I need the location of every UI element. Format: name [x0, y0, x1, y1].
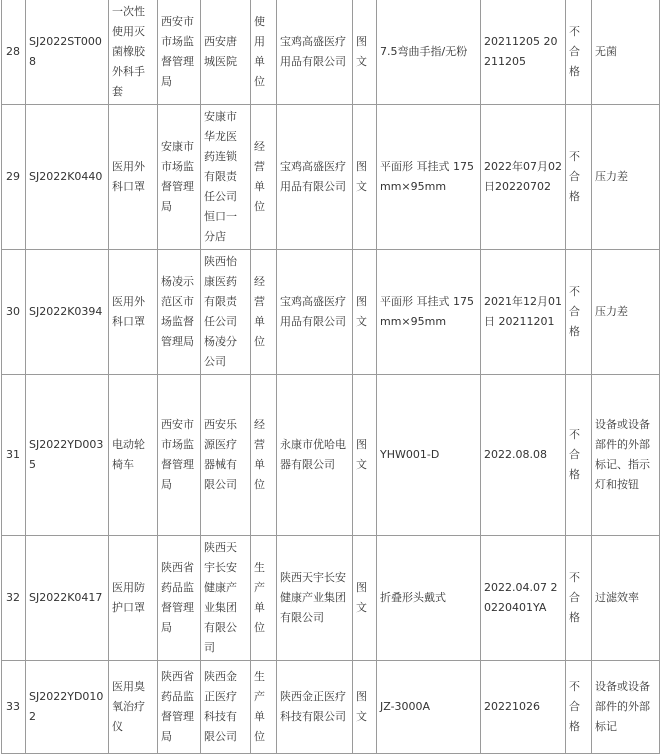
failed-item: 过滤效率	[592, 536, 660, 661]
model-spec: 7.5弯曲手指/无粉	[377, 0, 481, 105]
product-name: 医用外科口罩	[109, 105, 158, 250]
table-row	[2, 0, 660, 105]
sampled-unit: 安康市华龙医药连锁有限责任公司恒口一分店	[201, 105, 251, 250]
inspection-result: 不合格	[566, 0, 592, 105]
model-spec: JZ-3000A	[377, 661, 481, 754]
model-spec: 平面形 耳挂式 175mm×95mm	[377, 105, 481, 250]
inspection-results-table	[1, 0, 660, 754]
sampling-agency: 安康市市场监督管理局	[158, 105, 201, 250]
sampled-unit: 西安乐源医疗器械有限公司	[201, 375, 251, 536]
row-number: 30	[2, 250, 26, 375]
sample-code: SJ2022K0440	[26, 105, 109, 250]
manufacturer: 陕西金正医疗科技有限公司	[277, 661, 353, 754]
batch-number: 2022.04.07 20220401YA	[481, 536, 566, 661]
sampling-agency: 陕西省药品监督管理局	[158, 661, 201, 754]
model-spec: 折叠形头戴式	[377, 536, 481, 661]
trademark: 图文	[353, 0, 377, 105]
failed-item: 压力差	[592, 250, 660, 375]
sampling-agency: 西安市市场监督管理局	[158, 0, 201, 105]
trademark: 图文	[353, 375, 377, 536]
sampled-unit: 陕西怡康医药有限责任公司杨凌分公司	[201, 250, 251, 375]
inspection-result: 不合格	[566, 105, 592, 250]
inspection-result: 不合格	[566, 661, 592, 754]
trademark: 图文	[353, 250, 377, 375]
unit-type: 经营单位	[251, 105, 277, 250]
table-row	[2, 250, 660, 375]
sampled-unit: 陕西金正医疗科技有限公司	[201, 661, 251, 754]
batch-number: 2022.08.08	[481, 375, 566, 536]
batch-number: 20211205 20211205	[481, 0, 566, 105]
batch-number: 20221026	[481, 661, 566, 754]
manufacturer: 宝鸡高盛医疗用品有限公司	[277, 0, 353, 105]
sample-code: SJ2022YD0035	[26, 375, 109, 536]
failed-item: 设备或设备部件的外部标记、指示灯和按钮	[592, 375, 660, 536]
product-name: 医用臭氧治疗仪	[109, 661, 158, 754]
model-spec: YHW001-D	[377, 375, 481, 536]
sample-code: SJ2022K0394	[26, 250, 109, 375]
unit-type: 经营单位	[251, 250, 277, 375]
unit-type: 生产单位	[251, 661, 277, 754]
model-spec: 平面形 耳挂式 175mm×95mm	[377, 250, 481, 375]
row-number: 32	[2, 536, 26, 661]
trademark: 图文	[353, 661, 377, 754]
sampling-agency: 西安市市场监督管理局	[158, 375, 201, 536]
inspection-result: 不合格	[566, 536, 592, 661]
sample-code: SJ2022K0417	[26, 536, 109, 661]
sampled-unit: 陕西天宇长安健康产业集团有限公司	[201, 536, 251, 661]
table-row	[2, 375, 660, 536]
table-row	[2, 661, 660, 754]
batch-number: 2022年07月02日20220702	[481, 105, 566, 250]
product-name: 医用防护口罩	[109, 536, 158, 661]
unit-type: 经营单位	[251, 375, 277, 536]
trademark: 图文	[353, 536, 377, 661]
table-row	[2, 536, 660, 661]
trademark: 图文	[353, 105, 377, 250]
row-number: 33	[2, 661, 26, 754]
inspection-result: 不合格	[566, 250, 592, 375]
failed-item: 无菌	[592, 0, 660, 105]
batch-number: 2021年12月01日 20211201	[481, 250, 566, 375]
sampling-agency: 杨凌示范区市场监督管理局	[158, 250, 201, 375]
manufacturer: 宝鸡高盛医疗用品有限公司	[277, 250, 353, 375]
row-number: 29	[2, 105, 26, 250]
unit-type: 生产单位	[251, 536, 277, 661]
table-row	[2, 105, 660, 250]
product-name: 医用外科口罩	[109, 250, 158, 375]
row-number: 31	[2, 375, 26, 536]
sample-code: SJ2022YD0102	[26, 661, 109, 754]
manufacturer: 永康市优哈电器有限公司	[277, 375, 353, 536]
unit-type: 使用单位	[251, 0, 277, 105]
failed-item: 设备或设备部件的外部标记	[592, 661, 660, 754]
manufacturer: 宝鸡高盛医疗用品有限公司	[277, 105, 353, 250]
sampled-unit: 西安唐城医院	[201, 0, 251, 105]
product-name: 一次性使用灭菌橡胶外科手套	[109, 0, 158, 105]
sampling-agency: 陕西省药品监督管理局	[158, 536, 201, 661]
product-name: 电动轮椅车	[109, 375, 158, 536]
failed-item: 压力差	[592, 105, 660, 250]
manufacturer: 陕西天宇长安健康产业集团有限公司	[277, 536, 353, 661]
inspection-result: 不合格	[566, 375, 592, 536]
sample-code: SJ2022ST0008	[26, 0, 109, 105]
row-number: 28	[2, 0, 26, 105]
